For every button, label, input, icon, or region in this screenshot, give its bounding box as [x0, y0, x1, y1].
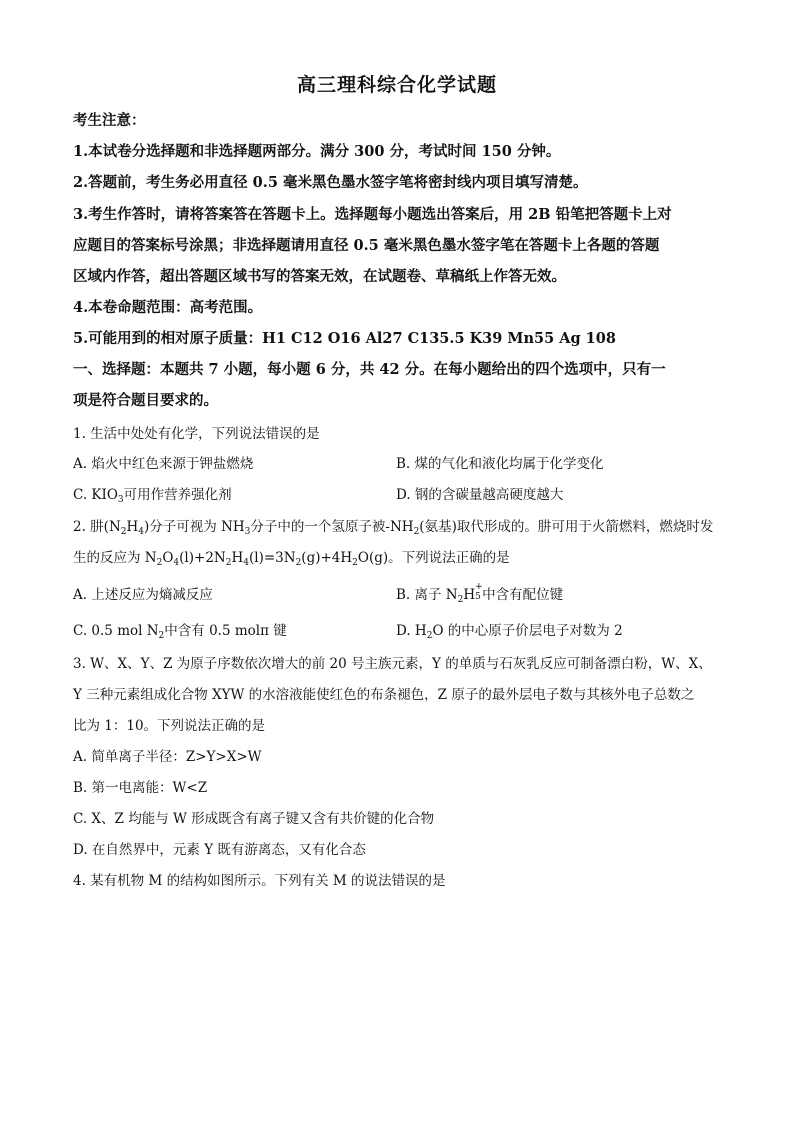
q3-option-c: C. X、Z 均能与 W 形成既含有离子键又含有共价键的化合物 — [73, 811, 435, 827]
notice-item-3-line2: 应题目的答案标号涂黑；非选择题请用直径 0.5 毫米黑色墨水签字笔在答题卡上各题的答题 — [73, 237, 660, 254]
q3-option-b: B. 第一电离能：W<Z — [73, 780, 208, 796]
q3-option-d: D. 在自然界中，元素 Y 既有游离态，又有化合态 — [73, 842, 366, 858]
q1-stem: 1. 生活中处处有化学，下列说法错误的是 — [73, 426, 320, 442]
q3-stem-line2: Y 三种元素组成化合物 XYW 的水溶液能使红色的布条褪色，Z 原子的最外层电子数与其核外电子总数之 — [73, 687, 695, 703]
q1-option-b: B. 煤的气化和液化均属于化学变化 — [396, 456, 604, 472]
q1-option-d: D. 钢的含碳量越高硬度越大 — [396, 487, 564, 503]
q1-option-c: C. $KIO_3$可用作营养强化剂 — [73, 487, 232, 505]
q3-option-a: A. 简单离子半径：Z>Y>X>W — [73, 749, 262, 765]
q2-option-a: A. 上述反应为熵减反应 — [73, 587, 213, 603]
notice-item-3-line1: 3.考生作答时，请将答案答在答题卡上。选择题每小题选出答案后，用 2B 铅笔把答题卡上对 — [73, 206, 672, 223]
q1-option-a: A. 焰火中红色来源于钾盐燃烧 — [73, 456, 254, 472]
q2-stem-line2: 生的反应为 $N_2O_4(l)+2N_2H_4(l)=3N_2(g)+4H_2O(g)$。下列说法正确的是 — [73, 550, 510, 568]
notice-item-4: 4.本卷命题范围：高考范围。 — [73, 299, 263, 316]
notice-heading: 考生注意： — [73, 112, 146, 129]
q2-stem-line1: 2. 肼$(N_2H_4)$分子可视为 $NH_3$分子中的一个氢原子被$-NH_2$(氨基)取代形成的。肼可用于火箭燃料，燃烧时发 — [73, 519, 714, 537]
q3-stem-line1: 3. W、X、Y、Z 为原子序数依次增大的前 20 号主族元素，Y 的单质与石灰乳反应可制备漂白粉，W、X、 — [73, 656, 712, 672]
notice-item-2: 2.答题前，考生务必用直径 0.5 毫米黑色墨水签字笔将密封线内项目填写清楚。 — [73, 174, 588, 191]
notice-item-5: 5.可能用到的相对原子质量：H1 C12 O16 Al27 C135.5 K39 Mn55 Ag 108 — [73, 330, 616, 347]
q2-option-b: B. 离子 $N_2H$ + 5 中含有配位键 — [396, 582, 564, 605]
notice-item-3-line3: 区域内作答，超出答题区域书写的答案无效，在试题卷、草稿纸上作答无效。 — [73, 268, 566, 285]
q4-stem: 4. 某有机物 M 的结构如图所示。下列有关 M 的说法错误的是 — [73, 873, 446, 889]
q2-option-c: C. 0.5 mol $N_2$中含有 0.5 molπ 键 — [73, 623, 287, 641]
section-heading-line1: 一、选择题：本题共 7 小题，每小题 6 分，共 42 分。在每小题给出的四个选项中，只有一 — [73, 361, 666, 378]
section-heading-line2: 项是符合题目要求的。 — [73, 392, 218, 409]
page-title: 高三理科综合化学试题 — [296, 74, 497, 96]
q2-option-d: D. $H_2O$ 的中心原子价层电子对数为 2 — [396, 623, 623, 641]
q3-stem-line3: 比为 1：10。下列说法正确的是 — [73, 718, 266, 734]
notice-item-1: 1.本试卷分选择题和非选择题两部分。满分 300 分，考试时间 150 分钟。 — [73, 143, 561, 160]
